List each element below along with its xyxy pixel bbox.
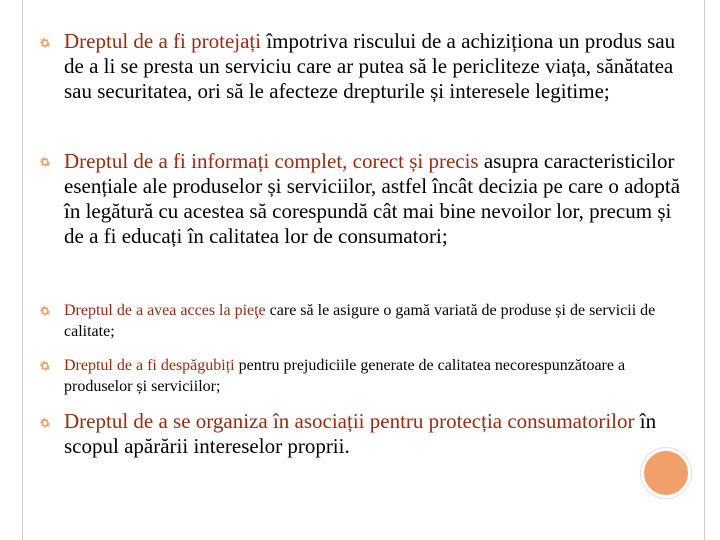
decorative-circle [641, 448, 691, 498]
item-rest: pentru prejudiciile generate de calitatea necorespunzătoare a produselor și serviciilor; [64, 357, 626, 395]
item-rest: asupra caracteristicilor esențiale ale produselor și serviciilor, astfel încât decizia pe care o adoptă în legătură cu acestea să corespundă cât mai bine nevoilor lor, precum și de a fi educați în calitatea lor de consumatori; [64, 149, 681, 248]
gear-icon [38, 416, 52, 430]
item-highlight: Dreptul de a se organiza în asociații pentru protecția consumatorilor [64, 409, 635, 433]
item-rest: în scopul apărării intereselor proprii. [64, 409, 657, 458]
item-highlight: Dreptul de a fi protejați [64, 29, 262, 53]
item-text [64, 300, 684, 342]
item-rest: împotriva riscului de a achiziționa un produs sau de a li se presta un serviciu care ar putea să le pericliteze viața, sănătatea sau securitatea, ori să le afecteze drepturile și interesele legitime; [64, 29, 676, 103]
gear-icon [38, 36, 52, 50]
gear-icon [38, 359, 52, 373]
item-highlight: Dreptul de a avea acces la pieţe [64, 302, 266, 319]
item-rest: care să le asigure o gamă variată de produse și de servicii de calitate; [64, 302, 656, 340]
item-text [64, 29, 684, 104]
gear-icon [38, 155, 52, 169]
item-text [64, 355, 684, 397]
gear-icon [38, 304, 52, 318]
item-highlight: Dreptul de a fi despăgubiți [64, 357, 235, 374]
item-text [64, 149, 684, 249]
item-highlight: Dreptul de a fi informați complet, corect și precis [64, 149, 479, 173]
item-text [64, 409, 684, 459]
